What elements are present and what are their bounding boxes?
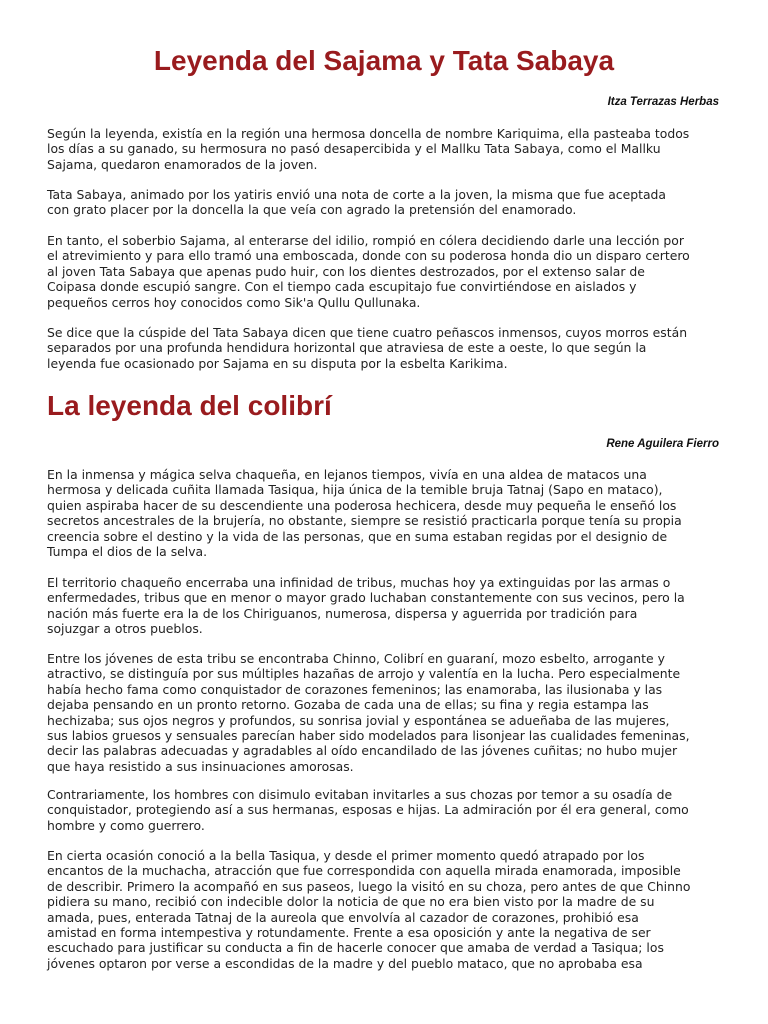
- text-line: de describir. Primero la acompañó en sus paseos, luego la visitó en su choza, pero antes de que Chinno: [47, 878, 691, 894]
- text-line: Según la leyenda, existía en la región una hermosa doncella de nombre Kariquima, ella pasteaba todos: [47, 126, 690, 141]
- text-line: creencia sobre el destino y la vida de las personas, que en suma estaban regidas por el designio de: [47, 528, 668, 544]
- paragraph: [47, 848, 723, 971]
- text-line: En tanto, el soberbio Sajama, al enterarse del idilio, rompió en cólera decidiendo darle una lección por: [47, 233, 684, 248]
- paragraph: [47, 233, 723, 310]
- paragraph: [47, 787, 723, 833]
- paragraph: [47, 575, 723, 637]
- text-line: El territorio chaqueño encerraba una infinidad de tribus, muchas hoy ya extinguidas por las armas o: [47, 575, 671, 590]
- text-line: Coipasa donde escupió sangre. Con el tiempo cada escupitajo fue convirtiéndose en aislados y: [47, 279, 637, 295]
- text-line: hombre y como guerrero.: [47, 817, 205, 833]
- text-line: Entre los jóvenes de esta tribu se encontraba Chinno, Colibrí en guaraní, mozo esbelto, arrogante y: [47, 651, 665, 666]
- paragraph: [47, 651, 723, 774]
- text-line: jóvenes optaron por verse a escondidas de la madre y del pueblo mataco, que no aprobaba esa: [47, 955, 643, 971]
- text-line: con grato placer por la doncella la que veía con agrado la pretensión del enamorado.: [47, 202, 577, 218]
- text-line: Tumpa el dios de la selva.: [47, 544, 208, 560]
- text-line: los días a su ganado, su hermosura no pasó desapercibida y el Mallku Tata Sabaya, como el Mallku: [47, 141, 661, 157]
- text-line: escuchado para justificar su conducta a fin de hacerle conocer que amaba de verdad a Tasiqua; los: [47, 940, 664, 956]
- text-line: quien aspiraba hacer de su descendiente una poderosa hechicera, desde muy pequeña le enseñó los: [47, 497, 677, 513]
- text-line: Se dice que la cúspide del Tata Sabaya dicen que tiene cuatro peñascos inmensos, cuyos morros están: [47, 325, 688, 340]
- text-line: que haya resistido a sus insinuaciones amorosas.: [47, 758, 354, 774]
- section-title-sajama: Leyenda del Sajama y Tata Sabaya: [153, 45, 615, 76]
- text-line: conquistador, protegiendo así a sus hermanas, esposas e hijas. La admiración por él era general, como: [47, 802, 689, 818]
- text-line: encantos de la muchacha, atracción que fue correspondida con aquella mirada enamorada, imposible: [47, 863, 681, 879]
- text-line: Sajama, quedaron enamorados de la joven.: [47, 156, 318, 172]
- text-line: separados por una profunda hendidura horizontal que atraviesa de este a oeste, lo que según la: [47, 340, 647, 356]
- author-sajama: Itza Terrazas Herbas: [607, 96, 719, 108]
- text-line: amistad en forma intempestiva y rotundamente. Frente a esa oposición y ante la negativa de ser: [47, 925, 651, 941]
- text-line: secretos ancestrales de la brujería, no obstante, siempre se resistió practicarla porque tenía su propia: [47, 513, 682, 529]
- paragraph: [47, 325, 723, 371]
- text-line: Tata Sabaya, animado por los yatiris envió una nota de corte a la joven, la misma que fue aceptada: [47, 187, 666, 202]
- text-line: amada, pues, enterada Tatnaj de la aureola que envolvía al cazador de corazones, prohibió esa: [47, 909, 639, 925]
- paragraph: [47, 187, 723, 218]
- text-line: atractivo, se distinguía por sus múltiples hazañas de arrojo y valentía en la lucha. Pero especialmente: [47, 666, 681, 682]
- text-line: En la inmensa y mágica selva chaqueña, en lejanos tiempos, vivía en una aldea de matacos una: [47, 467, 647, 482]
- text-line: dejaba pensando en un pronto retorno. Gozaba de cada una de ellas; su fina y regia estampa las: [47, 697, 649, 713]
- text-line: hechizaba; sus ojos negros y profundos, su sonrisa jovial y espontánea se adueñaba de las mujeres,: [47, 712, 670, 728]
- text-line: había hecho fama como conquistador de corazones femeninos; las enamoraba, las ilusionaba y las: [47, 681, 663, 697]
- text-line: el atrevimiento y para ello tramó una emboscada, donde con su poderosa honda dio un disparo certero: [47, 248, 690, 264]
- text-line: al joven Tata Sabaya que apenas pudo huir, con los dientes destrozados, por el extenso salar de: [47, 263, 645, 279]
- text-line: pequeños cerros hoy conocidos como Sik'a Qullu Qullunaka.: [47, 294, 421, 310]
- text-line: sojuzgar a otros pueblos.: [47, 621, 203, 637]
- text-line: leyenda fue ocasionado por Sajama en su disputa por la esbelta Karikima.: [47, 355, 508, 371]
- text-line: Contrariamente, los hombres con disimulo evitaban invitarles a sus chozas por temor a su osadía de: [47, 787, 673, 802]
- text-line: enfermedades, tribus que en menor o mayor grado luchaban constantemente con sus vecinos, pero la: [47, 590, 685, 606]
- text-line: pidiera su mano, recibió con indecible dolor la noticia de que no era bien visto por la madre de su: [47, 894, 655, 910]
- text-line: En cierta ocasión conoció a la bella Tasiqua, y desde el primer momento quedó atrapado por los: [47, 848, 645, 863]
- text-line: decir las palabras adecuadas y agradables al oído encandilado de las jóvenes cuñitas; no hubo mujer: [47, 743, 678, 759]
- text-line: nación más fuerte era la de los Chiriguanos, numerosa, dispersa y aguerrida por tradición para: [47, 605, 638, 621]
- section-title-colibri: La leyenda del colibrí: [47, 390, 332, 421]
- text-line: sus labios gruesos y sensuales parecían haber sido modelados para lisonjear las cualidades femeninas,: [47, 728, 690, 744]
- paragraph: [47, 467, 723, 559]
- text-line: hermosa y delicada cuñita llamada Tasiqua, hija única de la temible bruja Tatnaj (Sapo en mataco),: [47, 482, 663, 498]
- author-colibri: Rene Aguilera Fierro: [606, 438, 719, 450]
- paragraph: [47, 126, 723, 172]
